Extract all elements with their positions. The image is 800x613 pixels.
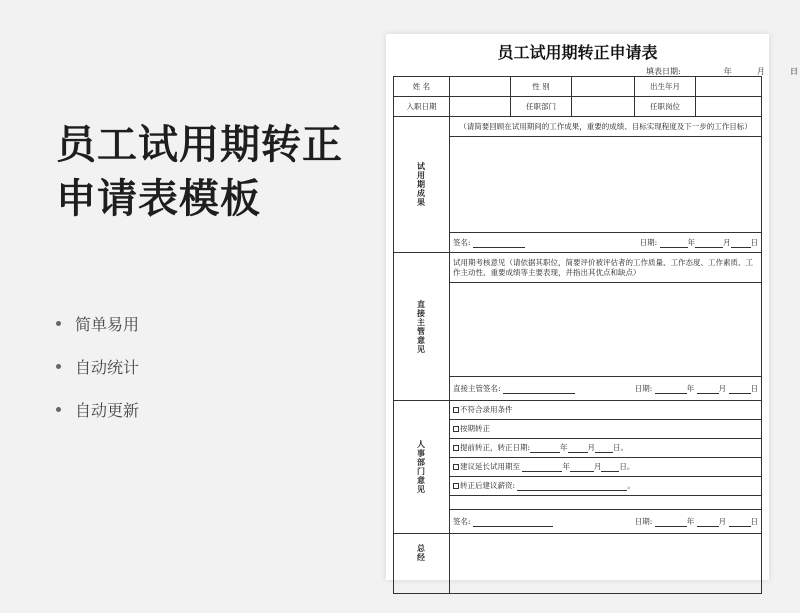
birth-label: 出生年月 xyxy=(635,77,696,97)
feature-list xyxy=(56,312,139,441)
gm-content-field[interactable] xyxy=(450,534,762,594)
checkbox-icon[interactable] xyxy=(453,426,459,432)
fill-date-year: 年 xyxy=(723,67,732,76)
fill-date-day: 日 xyxy=(789,67,798,76)
join-date-label: 入职日期 xyxy=(394,97,450,117)
gm-section-label: 总经 xyxy=(394,534,450,594)
hr-option-early[interactable]: 提前转正，转正日期: 年 月 日。 xyxy=(450,439,762,458)
supervisor-signature-row: 直接主管签名: 日期: 年 月 日 xyxy=(450,377,762,401)
probation-hint: （请简要回顾在试用期间的工作成果，重要的成绩、目标实现程度及下一步的工作目标） xyxy=(450,117,762,137)
join-date-field[interactable] xyxy=(450,97,511,117)
checkbox-icon[interactable] xyxy=(453,464,459,470)
table-row xyxy=(394,233,762,253)
table-row xyxy=(394,283,762,377)
checkbox-icon[interactable] xyxy=(453,445,459,451)
gender-label: 性 别 xyxy=(511,77,572,97)
birth-field[interactable] xyxy=(696,77,762,97)
name-field[interactable] xyxy=(450,77,511,97)
table-row xyxy=(394,477,762,496)
probation-content-field[interactable] xyxy=(450,137,762,233)
feature-label: 自动更新 xyxy=(75,400,140,420)
bullet-dot-icon xyxy=(56,321,61,326)
table-row xyxy=(394,496,762,510)
name-label: 姓 名 xyxy=(394,77,450,97)
post-field[interactable] xyxy=(696,97,762,117)
supervisor-hint: 试用期考核意见（请依据其职位，简要评价被评估者的工作质量、工作态度、工作素质、工作主动性、重要成绩等主要表现，并指出其优点和缺点） xyxy=(450,253,762,283)
checkbox-icon[interactable] xyxy=(453,407,459,413)
feature-label: 自动统计 xyxy=(75,357,140,377)
fill-date-label: 填表日期: xyxy=(646,67,681,76)
feature-label: 简单易用 xyxy=(75,314,140,334)
bullet-dot-icon xyxy=(56,407,61,412)
dept-field[interactable] xyxy=(572,97,635,117)
table-row xyxy=(394,117,762,137)
hr-section-label: 人事部门意见 xyxy=(394,401,450,534)
hr-blank-row xyxy=(450,496,762,510)
hero-title xyxy=(56,118,343,226)
feature-item xyxy=(56,398,139,420)
table-row xyxy=(394,439,762,458)
signature-line[interactable] xyxy=(473,240,525,248)
table-row xyxy=(394,420,762,439)
form-table xyxy=(393,76,762,594)
dept-label: 任职部门 xyxy=(511,97,572,117)
hr-option-salary[interactable]: 转正后建议薪资: 。 xyxy=(450,477,762,496)
signature-line[interactable] xyxy=(473,519,553,527)
hero-title-line2: 申请表模板 xyxy=(56,176,261,222)
post-label: 任职岗位 xyxy=(635,97,696,117)
supervisor-content-field[interactable] xyxy=(450,283,762,377)
hero-title-line1: 员工试用期转正 xyxy=(56,122,343,168)
feature-item xyxy=(56,312,139,334)
table-row xyxy=(394,137,762,233)
feature-item xyxy=(56,355,139,377)
hr-option-on-time[interactable]: 按期转正 xyxy=(450,420,762,439)
probation-section-label: 试用期成果 xyxy=(394,117,450,253)
table-row xyxy=(394,534,762,594)
hr-signature-row: 签名: 日期: 年 月 日 xyxy=(450,510,762,534)
hr-option-extend[interactable]: 建议延长试用期至 年 月 日。 xyxy=(450,458,762,477)
bullet-dot-icon xyxy=(56,364,61,369)
table-row xyxy=(394,97,762,117)
table-row xyxy=(394,458,762,477)
hr-option-reject[interactable]: 不符合录用条件 xyxy=(450,401,762,420)
table-row xyxy=(394,253,762,283)
checkbox-icon[interactable] xyxy=(453,483,459,489)
table-row xyxy=(394,377,762,401)
supervisor-section-label: 直接主管意见 xyxy=(394,253,450,401)
probation-signature-row: 签名: 日期: 年 月 日 xyxy=(450,233,762,253)
gender-field[interactable] xyxy=(572,77,635,97)
fill-date-month: 月 xyxy=(756,67,765,76)
signature-line[interactable] xyxy=(503,386,575,394)
form-preview xyxy=(386,34,798,580)
form-title: 员工试用期转正申请表 xyxy=(497,43,658,62)
table-row xyxy=(394,77,762,97)
table-row xyxy=(394,401,762,420)
table-row xyxy=(394,510,762,534)
